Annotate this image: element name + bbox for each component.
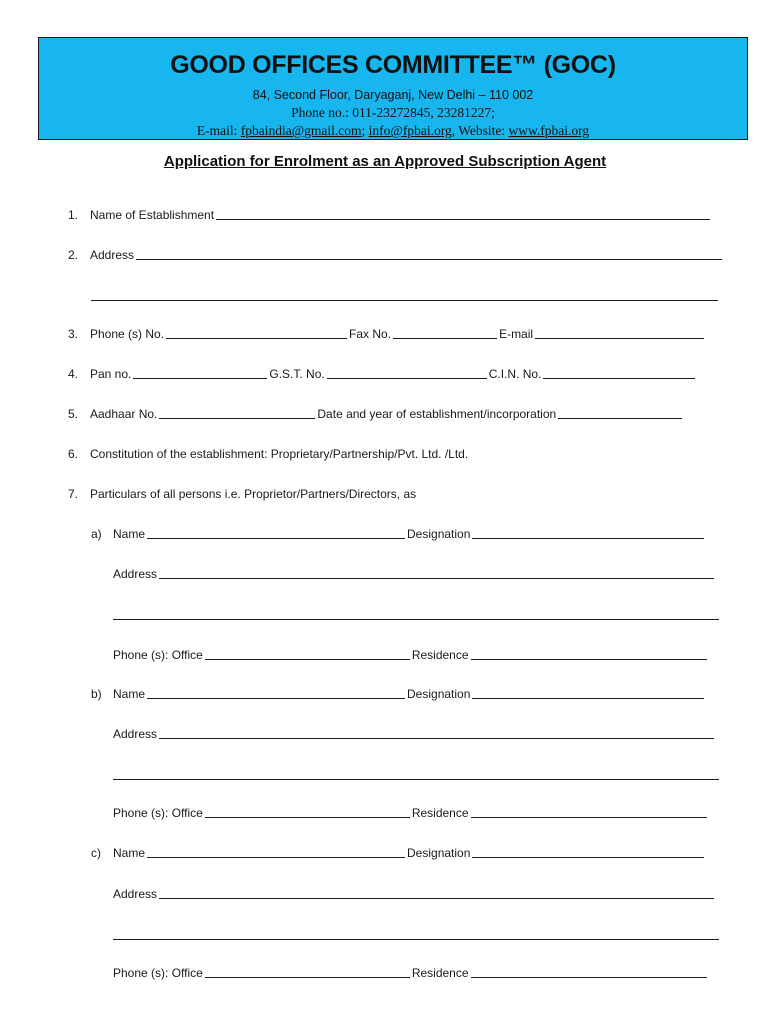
person-a-residence-phone-input[interactable] [471,659,707,660]
fax-label: Fax No. [349,327,392,341]
item-number: 5. [68,407,79,421]
person-letter: a) [91,527,102,541]
name-label: Name [113,846,146,860]
item-number: 1. [68,208,79,222]
person-b-address-input-2[interactable] [113,779,719,780]
cin-label: C.I.N. No. [488,367,542,381]
field-particulars [68,487,416,501]
person-c-name-input[interactable] [147,857,405,858]
person-a-name-row [91,527,706,541]
field-label: Constitution of the establishment: Proprietary/Partnership/Pvt. Ltd. /Ltd. [90,447,469,461]
phone-input[interactable] [166,338,347,339]
item-number: 3. [68,327,79,341]
email-input[interactable] [535,338,704,339]
organization-phone: Phone no.: 011-23272845, 23281227; [291,105,495,120]
person-a-office-phone-input[interactable] [205,659,410,660]
person-a-phone-row [113,648,709,662]
field-label: Address [90,248,135,262]
pan-input[interactable] [133,378,267,379]
fax-input[interactable] [393,338,497,339]
field-constitution [68,447,468,461]
form-title: Application for Enrolment as an Approved Subscription Agent [163,153,607,170]
letterhead [38,37,748,140]
email-link-1[interactable]: fpbaindia@gmail.com [240,123,362,138]
person-c-designation-input[interactable] [472,857,704,858]
person-b-phone-row [113,806,709,820]
person-a-name-input[interactable] [147,538,405,539]
establishment-name-input[interactable] [216,219,710,220]
item-number: 7. [68,487,79,501]
gst-label: G.S.T. No. [269,367,325,381]
person-a-address-row [113,567,716,581]
website-prefix: , Website: [451,123,509,138]
designation-label: Designation [407,527,471,541]
person-b-residence-phone-input[interactable] [471,817,707,818]
organization-contact [39,122,747,140]
address-input-line-1[interactable] [136,259,722,260]
email-separator: ; [361,123,369,138]
person-b-address-input-1[interactable] [159,738,714,739]
address-label: Address [113,887,158,901]
residence-label: Residence [411,966,469,980]
item-number: 2. [68,248,79,262]
person-b-address-row [113,727,716,741]
cin-input[interactable] [543,378,695,379]
person-c-phone-row [113,966,709,980]
field-label: Pan no. [90,367,132,381]
website-link[interactable]: www.fpbai.org [508,123,590,138]
person-letter: c) [91,846,101,860]
residence-label: Residence [411,806,469,820]
field-name-of-establishment [68,208,712,222]
organization-address: 84, Second Floor, Daryaganj, New Delhi – 110 002 [252,88,534,102]
field-aadhaar-date [68,407,684,421]
gst-input[interactable] [327,378,487,379]
item-number: 6. [68,447,79,461]
address-label: Address [113,567,158,581]
person-letter: b) [91,687,102,701]
person-a-address-input-2[interactable] [113,619,719,620]
designation-label: Designation [407,846,471,860]
person-b-name-row [91,687,706,701]
field-label: Name of Establishment [90,208,215,222]
establishment-date-input[interactable] [558,418,682,419]
phone-office-label: Phone (s): Office [113,648,203,662]
field-label: Aadhaar No. [90,407,158,421]
person-c-address-input-2[interactable] [113,939,719,940]
person-c-address-row [113,887,716,901]
field-pan-gst-cin [68,367,697,381]
phone-office-label: Phone (s): Office [113,966,203,980]
person-b-office-phone-input[interactable] [205,817,410,818]
date-label: Date and year of establishment/incorporation [317,407,557,421]
field-address [68,248,724,262]
phone-office-label: Phone (s): Office [113,806,203,820]
person-c-office-phone-input[interactable] [205,977,410,978]
person-b-designation-input[interactable] [472,698,704,699]
email-link-2[interactable]: info@fpbai.org [368,123,452,138]
residence-label: Residence [411,648,469,662]
field-label: Phone (s) No. [90,327,165,341]
name-label: Name [113,527,146,541]
address-input-line-2[interactable] [91,300,718,301]
field-phone-fax-email [68,327,706,341]
item-number: 4. [68,367,79,381]
address-label: Address [113,727,158,741]
email-label: E-mail [499,327,534,341]
email-prefix: E-mail: [196,123,241,138]
person-c-address-input-1[interactable] [159,898,714,899]
person-b-name-input[interactable] [147,698,405,699]
designation-label: Designation [407,687,471,701]
name-label: Name [113,687,146,701]
organization-title: GOOD OFFICES COMMITTEE™ (GOC) [170,51,616,79]
aadhaar-input[interactable] [159,418,315,419]
person-c-residence-phone-input[interactable] [471,977,707,978]
person-a-designation-input[interactable] [472,538,704,539]
person-c-name-row [91,846,706,860]
field-label: Particulars of all persons i.e. Proprietor/Partners/Directors, as [90,487,417,501]
person-a-address-input-1[interactable] [159,578,714,579]
